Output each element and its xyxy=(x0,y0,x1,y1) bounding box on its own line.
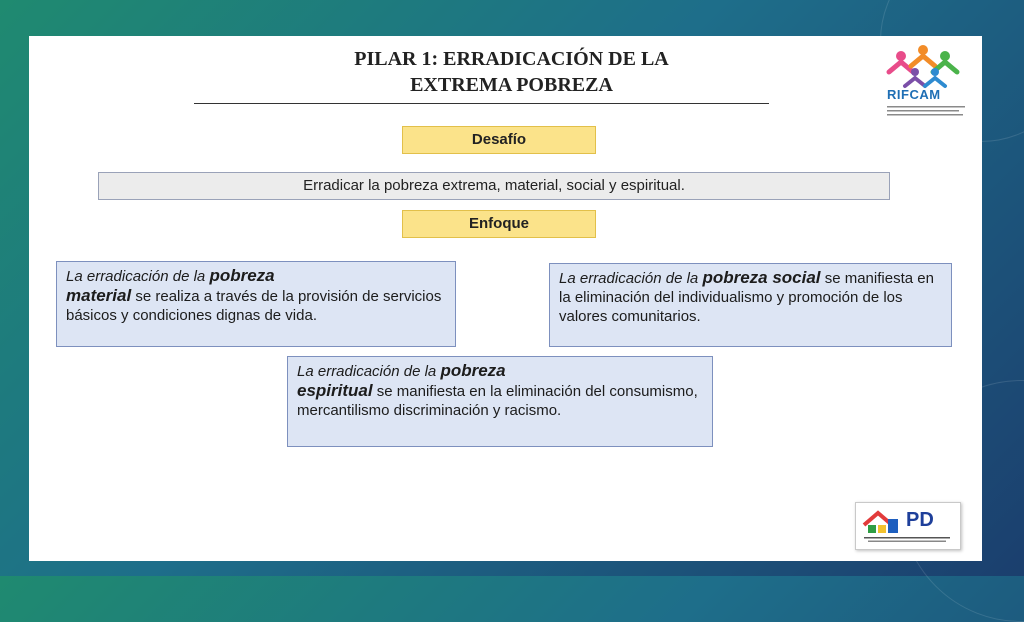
social-lead-text: La erradicación de la xyxy=(559,270,703,287)
rifcam-wordmark: RIFCAM xyxy=(887,87,941,102)
rifcam-tagline-lines xyxy=(887,104,967,116)
material-lead-text: La erradicación de la xyxy=(66,268,210,285)
rifcam-logo xyxy=(881,42,971,120)
social-bold: pobreza social xyxy=(702,268,821,287)
material-rest-text: se realiza a través de la provisión de servicios básicos y condiciones dignas de vida. xyxy=(66,288,442,324)
pobreza-social-box xyxy=(549,263,952,347)
slide-title xyxy=(229,46,794,98)
pd-logo xyxy=(855,502,961,550)
pobreza-espiritual-box xyxy=(287,356,713,447)
espiritual-bold-1: pobreza xyxy=(440,361,506,380)
espiritual-lead-text: La erradicación de la xyxy=(297,363,441,380)
pobreza-material-box xyxy=(56,261,456,347)
pd-tagline-lines xyxy=(864,537,950,543)
desafio-label xyxy=(402,126,596,154)
title-line-2: EXTREMA POBREZA xyxy=(410,74,613,96)
pd-wordmark: PD xyxy=(906,509,934,531)
material-bold-2: material xyxy=(66,286,132,305)
people-figures-icon xyxy=(881,42,971,90)
desafio-label-text: Desafío xyxy=(471,131,527,148)
enfoque-label-text: Enfoque xyxy=(469,215,529,232)
slide-content xyxy=(29,36,982,561)
espiritual-rest-text: se manifiesta en la eliminación del consumismo, mercantilismo discriminación y racismo. xyxy=(297,383,698,419)
enfoque-label xyxy=(402,210,596,238)
material-bold-1: pobreza xyxy=(209,266,275,285)
desafio-statement-text: Erradicar la pobreza extrema, material, social y espiritual. xyxy=(303,177,685,194)
title-line-1: PILAR 1: ERRADICACIÓN DE LA xyxy=(354,48,669,70)
social-rest-text: se manifiesta en la eliminación del individualismo y promoción de los valores comunitarios. xyxy=(559,270,934,325)
pd-house-icon xyxy=(860,505,908,539)
desafio-statement xyxy=(98,172,890,200)
espiritual-bold-2: espiritual xyxy=(297,381,373,400)
title-underline xyxy=(194,103,769,104)
